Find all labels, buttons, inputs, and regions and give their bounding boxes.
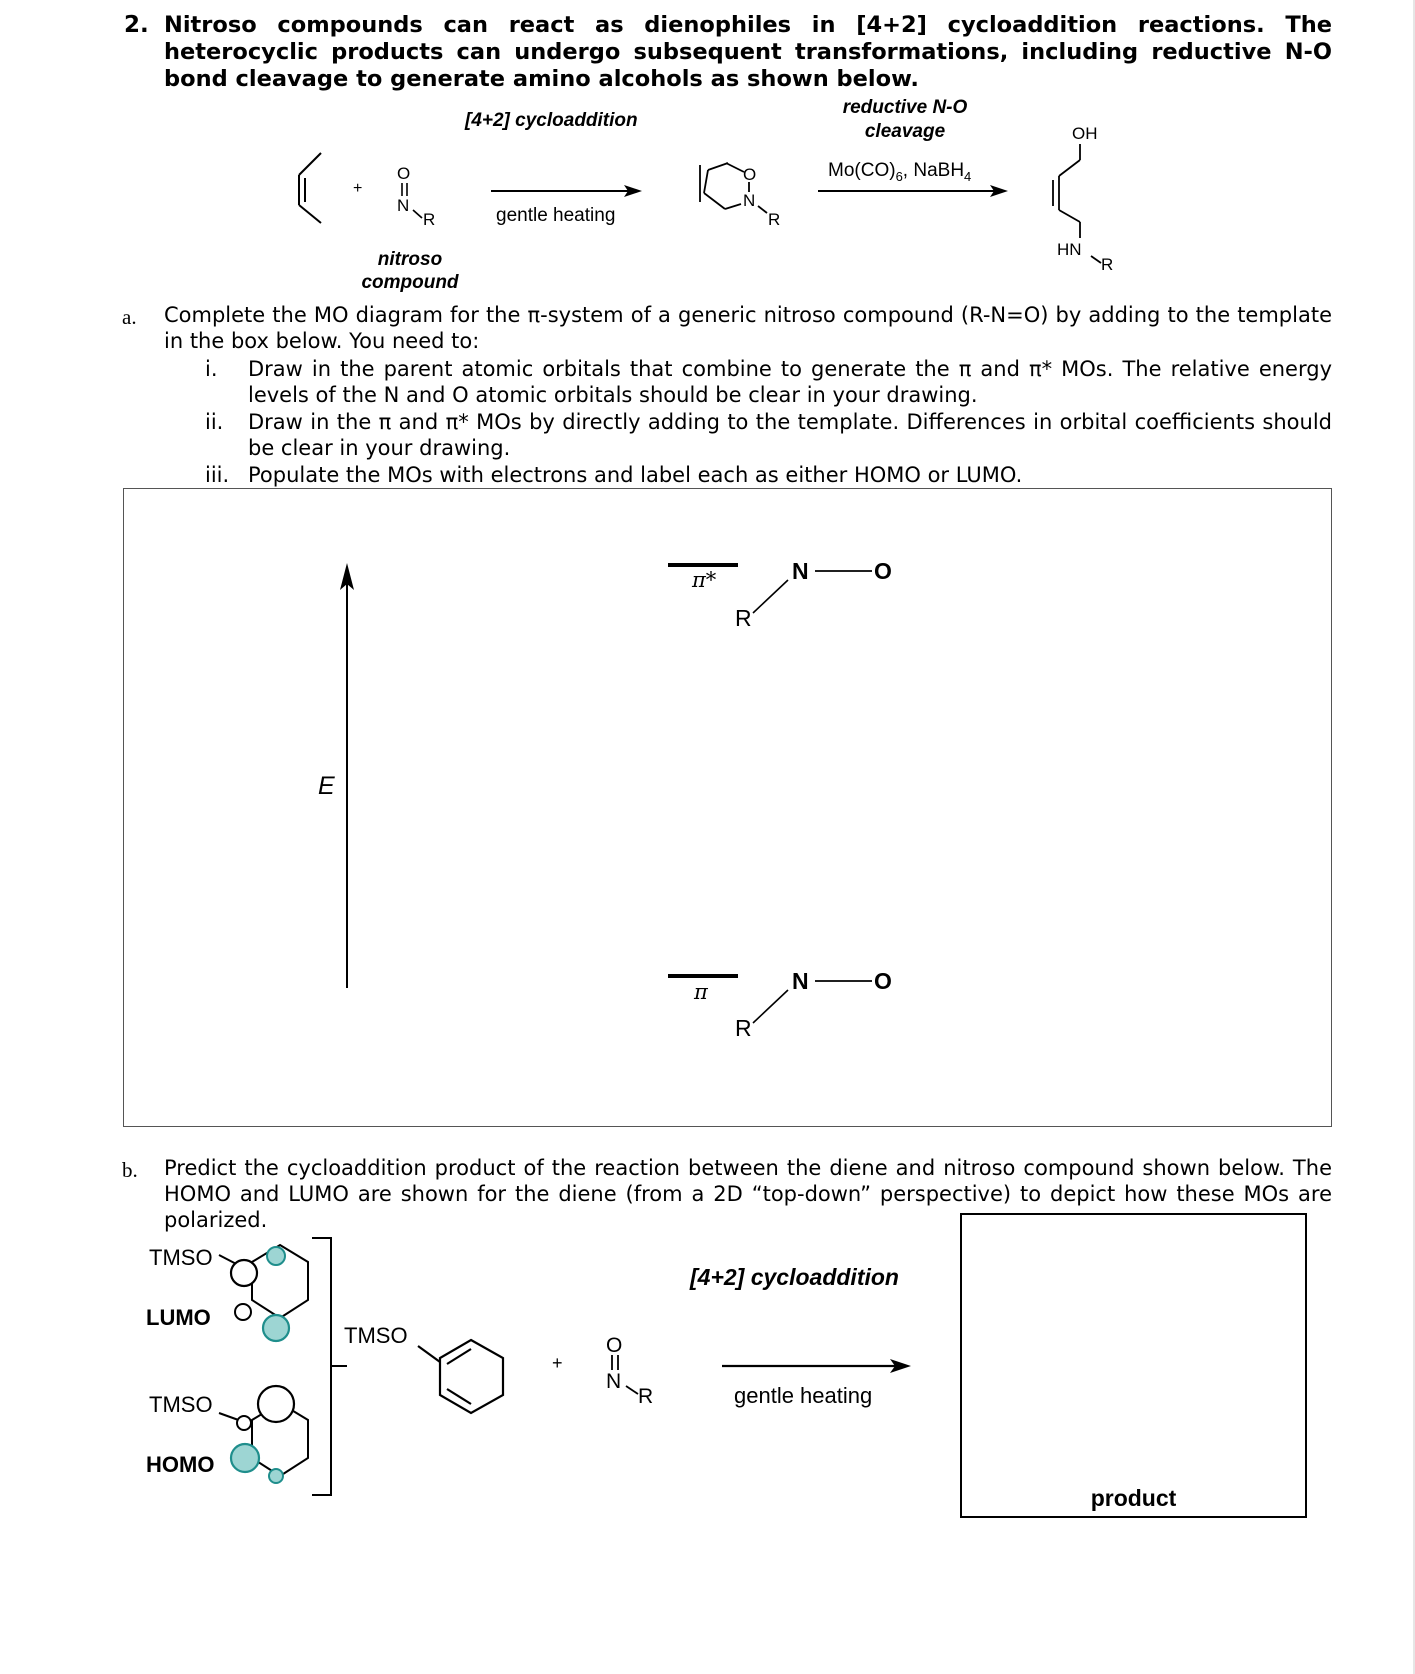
question-text: Nitroso compounds can react as dienophiles in [4+2] cycloaddition reactions. The heterocyclic products can undergo subsequent transformations, including reductive N-O bond cleavage to generate amino alcohols as shown below.	[164, 12, 1332, 92]
oxazine-N: N	[743, 191, 756, 210]
reagents-label: $Mo(CO)_6$, NaBH$_4$	[828, 160, 972, 184]
gentle-heating-label: gentle heating	[496, 205, 616, 226]
mo-top-R: R	[735, 605, 752, 631]
nitroso-b-R: R	[638, 1385, 654, 1408]
mo-bottom-R: R	[735, 1015, 752, 1041]
part-a-item-1-text: Draw in the parent atomic orbitals that combine to generate the π and π* MOs. The relative energy levels of the N and O atomic orbitals should be clear in your drawing.	[248, 357, 1332, 407]
oxazine-O: O	[743, 165, 757, 184]
part-a-item-2-num: ii.	[205, 410, 224, 434]
nitroso-R: R	[423, 210, 436, 229]
part-a-item-1-num: i.	[205, 357, 218, 381]
cycloaddition-label-b: [4+2] cycloaddition	[690, 1264, 899, 1290]
question-number: 2.	[124, 12, 149, 38]
part-a-label: a.	[122, 305, 137, 329]
oxazine-R: R	[768, 210, 781, 229]
mo-top-O: O	[874, 558, 892, 584]
lumo-label: LUMO	[146, 1305, 211, 1330]
product-label: product	[1090, 1485, 1177, 1511]
gentle-heating-label-b: gentle heating	[734, 1383, 873, 1408]
nitroso-O: O	[397, 164, 411, 183]
part-b-label: b.	[122, 1158, 138, 1182]
nitroso-b-O: O	[606, 1334, 623, 1357]
mo-top-N: N	[792, 558, 809, 584]
pi-star-label: π*	[692, 568, 717, 592]
mo-bottom-N: N	[792, 968, 809, 994]
amino-alcohol-R: R	[1101, 255, 1114, 274]
part-a-item-3-text: Populate the MOs with electrons and label each as either HOMO or LUMO.	[248, 463, 1023, 487]
nitroso-b-N: N	[606, 1370, 622, 1393]
homo-tmso-label: TMSO	[149, 1392, 213, 1417]
cycloaddition-label: [4+2] cycloaddition	[465, 110, 638, 131]
reductive-cleavage-label-1: reductive N-O	[842, 97, 968, 118]
plus-sign: +	[353, 180, 363, 197]
pi-label: π	[694, 980, 708, 1004]
part-a-intro: Complete the MO diagram for the π-system of a generic nitroso compound (R-N=O) by adding to the template in the box below. You need to:	[164, 303, 1332, 353]
nitroso-compound-label-1: nitroso	[377, 249, 443, 270]
part-a-item-3-num: iii.	[205, 463, 230, 487]
lumo-tmso-label: TMSO	[149, 1245, 213, 1270]
part-a-item-2-text: Draw in the π and π* MOs by directly adding to the template. Differences in orbital coefficients should be clear in your drawing.	[248, 410, 1332, 460]
nitroso-compound-label-2: compound	[361, 272, 459, 293]
homo-label: HOMO	[146, 1452, 215, 1477]
product-box[interactable]	[960, 1213, 1307, 1518]
plus-sign-b: +	[552, 1353, 563, 1373]
mo-bottom-O: O	[874, 968, 892, 994]
part-b-text: Predict the cycloaddition product of the reaction between the diene and nitroso compound shown below. The HOMO and LUMO are shown for the diene (from a 2D “top-down” perspective) to depict how these MOs are polarized.	[164, 1156, 1332, 1232]
reductive-cleavage-label-2: cleavage	[864, 121, 946, 142]
energy-axis-label: E	[318, 772, 335, 800]
amino-alcohol-OH: OH	[1072, 124, 1098, 143]
diene-tmso-label: TMSO	[344, 1323, 408, 1348]
nitroso-N: N	[397, 196, 410, 215]
amino-alcohol-HN: HN	[1057, 240, 1082, 259]
